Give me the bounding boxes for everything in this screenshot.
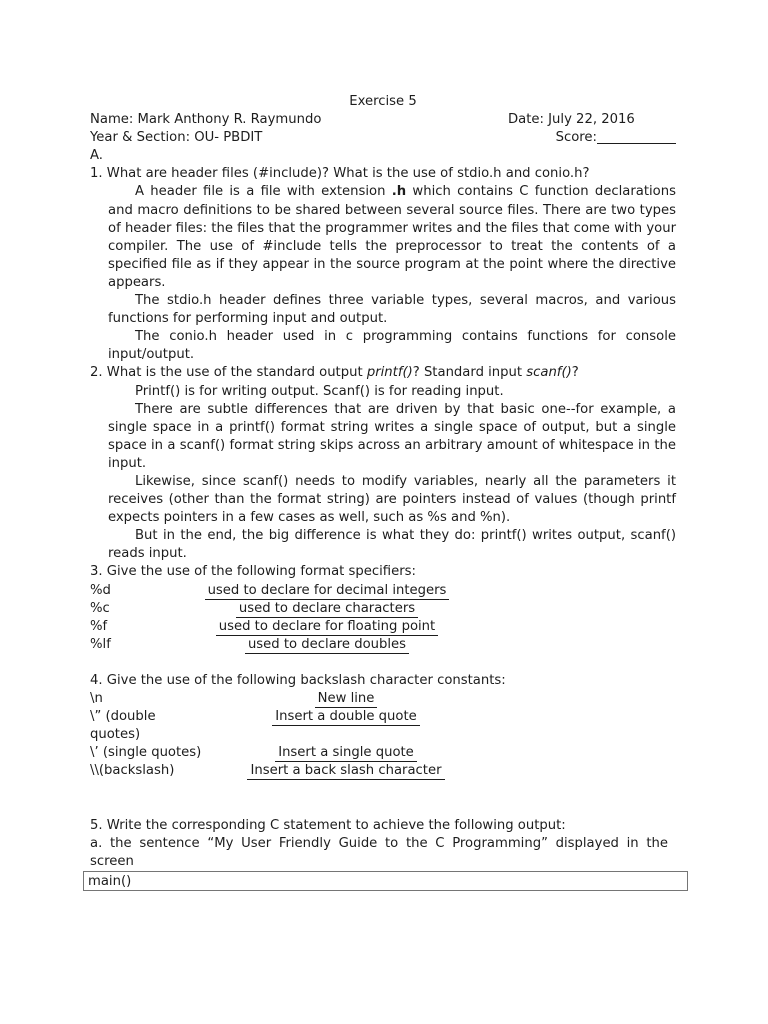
q5-item-a: a. the sentence “My User Friendly Guide to the C Programming” displayed in the screen [90, 835, 668, 869]
section-spacer [90, 654, 676, 672]
q2-question-text: 2. What is the use of the standard output [90, 365, 367, 381]
spec-label: %lf [90, 636, 111, 652]
spec-label: %f [90, 618, 108, 634]
header-row-1 [90, 111, 676, 129]
answer-underline: Insert a double quote [272, 709, 420, 726]
q1-answer-para-3: The conio.h header used in c programming contains functions for console input/output. [108, 329, 676, 363]
backslash-row [90, 708, 676, 744]
q2-printf-italic: printf() [366, 365, 413, 381]
format-specifier-row [90, 582, 676, 600]
backslash-answer [202, 762, 490, 780]
question-4: 4. Give the use of the following backslash character constants: [90, 673, 506, 688]
spec-answer [190, 582, 464, 600]
q1-answer-text-post: which contains C function declarations and macro definitions to be shared between several source files. There are two types of header files: the files that the programmer writes and the files that come with your compiler. The use of #include tells the preprocessor to treat the contents of a specified file as if they appear in the source program at the point where the directive appears. [108, 184, 676, 290]
format-specifier-row [90, 636, 676, 654]
backslash-row [90, 762, 676, 780]
q2-scanf-italic: scanf() [526, 365, 572, 381]
question-2 [90, 364, 676, 382]
q2-question-end: ? [571, 365, 579, 381]
spec-label: %d [90, 582, 111, 598]
q1-answer-para-2: The stdio.h header defines three variable types, several macros, and various functions for performing input and output. [108, 293, 676, 327]
format-specifier-row [90, 600, 676, 618]
date-field: Date: July 22, 2016 [508, 112, 635, 128]
answer-underline: used to declare characters [236, 601, 418, 618]
exercise-title: Exercise 5 [349, 94, 417, 109]
question-5: 5. Write the corresponding C statement to achieve the following output: [90, 817, 566, 833]
backslash-constant-label: \’ (single quotes) [90, 745, 202, 761]
q2-answer-para-4: But in the end, the big difference is what they do: printf() writes output, scanf() reads input. [108, 528, 676, 562]
backslash-row [90, 744, 676, 762]
backslash-answer [202, 690, 490, 708]
q1-answer-text: A header file is a file with extension [135, 184, 392, 200]
backslash-constant-label: \n [90, 691, 103, 707]
answer-underline: Insert a single quote [275, 745, 417, 762]
question-3: 3. Give the use of the following format specifiers: [90, 564, 416, 580]
q2-answer-para-2: There are subtle differences that are driven by that basic one--for example, a single space in a printf() format string writes a single space of output, but a single space in a scanf() format string skips across an arbitrary amount of whitespace in the input. [108, 401, 676, 471]
q2-answer-para-3: Likewise, since scanf() needs to modify variables, nearly all the parameters it receives (other than the format string) are pointers instead of values (though printf expects pointers in a few cases as well, such as %s and %n). [108, 473, 676, 526]
header-row-2 [90, 129, 676, 147]
spec-answer [190, 636, 464, 654]
backslash-answer [202, 744, 490, 762]
question-1: 1. What are header files (#include)? What is the use of stdio.h and conio.h? [90, 166, 590, 182]
answer-underline: used to declare for floating point [216, 619, 438, 636]
spec-answer [190, 618, 464, 636]
backslash-row [90, 690, 676, 708]
score-field [508, 129, 676, 147]
q2-answer-para-1: Printf() is for writing output. Scanf() is for reading input. [135, 383, 504, 399]
year-section: Year & Section: OU- PBDIT [90, 130, 263, 146]
answer-underline: used to declare doubles [245, 637, 409, 654]
spec-label: %c [90, 600, 110, 616]
answer-underline: Insert a back slash character [247, 763, 444, 780]
answer-underline: used to declare for decimal integers [205, 583, 450, 600]
part-a-label: A. [90, 148, 103, 164]
section-spacer [90, 781, 676, 817]
score-label: Score: [555, 130, 597, 146]
backslash-constant-label: \” (double quotes) [90, 709, 156, 743]
c-code-answer-box [83, 871, 688, 891]
q1-answer-bold-h: .h [391, 184, 407, 200]
code-text: main() [88, 874, 132, 890]
answer-underline: New line [315, 691, 378, 708]
student-name: Name: Mark Anthony R. Raymundo [90, 112, 322, 128]
format-specifier-row [90, 618, 676, 636]
score-blank-line [597, 130, 676, 144]
spec-answer [190, 600, 464, 618]
q1-answer-para-1 [108, 183, 676, 292]
q2-question-mid: ? Standard input [412, 365, 527, 381]
backslash-constant-label: \\(backslash) [90, 763, 175, 779]
backslash-answer [202, 708, 490, 726]
